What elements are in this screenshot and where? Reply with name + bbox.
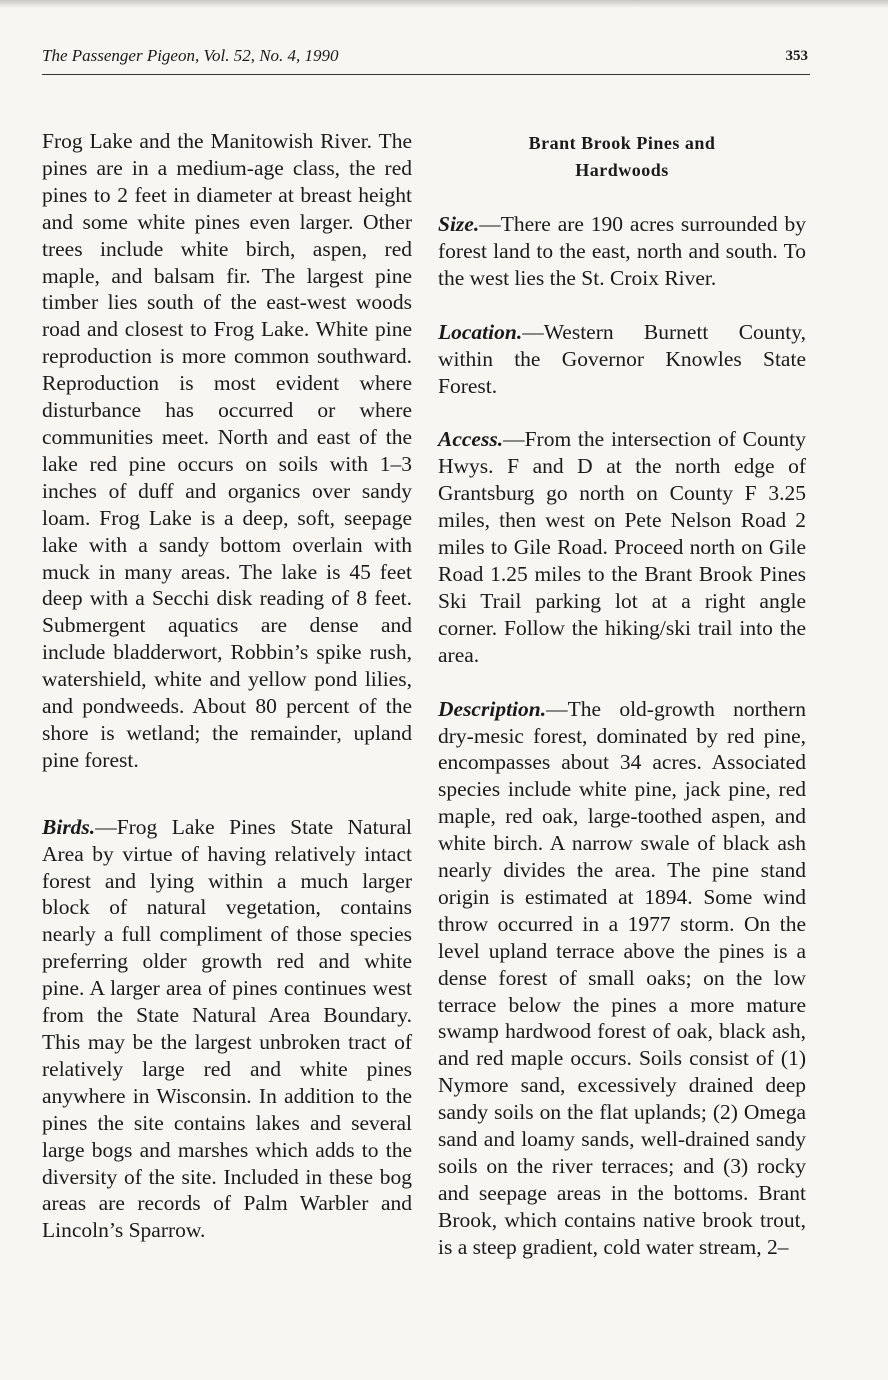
left-column (42, 128, 412, 1244)
section-heading-line1: Brant Brook Pines and (528, 133, 716, 153)
description-text: —The old-growth northern dry-mesic forest, dominated by red pine, encompasses about 34 acres. Associated species include white pine, jack pine, red maple, red oak, large-toothed aspen, and white birch. A narrow swale of black ash nearly divides the area. The pine stand origin is estimated at 1894. Some wind throw occurred in a 1977 storm. On the level upland terrace above the pines is a dense forest of small oaks; on the low terrace below the pines a more mature swamp hardwood forest of oak, black ash, and red maple occurs. Soils consist of (1) Nymore sand, excessively drained deep sandy soils on the flat uplands; (2) Omega sand and loamy sands, well-drained sandy soils on the river terraces; and (3) rocky and seepage areas in the bottoms. Brant Brook, which contains native brook trout, is a steep gradient, cold water stream, 2– (438, 696, 806, 1259)
page-number: 353 (785, 48, 808, 64)
running-header (42, 46, 810, 75)
section-heading (438, 130, 806, 184)
journal-citation: The Passenger Pigeon, Vol. 52, No. 4, 1990 (42, 46, 339, 65)
birds-paragraph (42, 814, 412, 1245)
frog-lake-continued-paragraph: Frog Lake and the Manitowish River. The pines are in a medium-age class, the red pines to 2 feet in diameter at breast height and some white pines even larger. Other trees include white birch, aspen, red maple, and balsam fir. The largest pine timber lies south of the east-west woods road and closest to Frog Lake. White pine reproduction is more common southward. Reproduction is most evident where disturbance has occurred or where communities meet. North and east of the lake red pine occurs on soils with 1–3 inches of duff and organics over sandy loam. Frog Lake is a deep, soft, seepage lake with a sandy bottom overlain with muck in many areas. The lake is 45 feet deep with a Secchi disk reading of 8 feet. Submergent aquatics are dense and include bladderwort, Robbin’s spike rush, watershield, white and yellow pond lilies, and pondweeds. About 80 percent of the shore is wetland; the remainder, upland pine forest. (42, 129, 412, 772)
size-paragraph (438, 211, 806, 292)
description-paragraph (438, 696, 806, 1261)
size-label: Size. (438, 212, 480, 236)
access-text: —From the intersection of County Hwys. F and D at the north edge of Grantsburg go north on County F 3.25 miles, then west on Pete Nelson Road 2 miles to Gile Road. Proceed north on Gile Road 1.25 miles to the Brant Brook Pines Ski Trail parking lot at a right angle corner. Follow the hiking/ski trail into the area. (438, 427, 806, 667)
location-text: —Western Burnett County, within the Governor Knowles State Forest. (438, 319, 806, 398)
access-label: Access. (438, 427, 504, 452)
location-label: Location. (438, 319, 523, 344)
birds-text: —Frog Lake Pines State Natural Area by virtue of having relatively intact forest and lying within a much larger block of natural vegetation, contains nearly a full compliment of those species preferring older growth red and white pine. A larger area of pines continues west from the State Natural Area Boundary. This may be the largest unbroken tract of relatively large red and white pines anywhere in Wisconsin. In addition to the pines the site contains lakes and several large bogs and marshes which adds to the diversity of the site. Included in these bog areas are records of Palm Warbler and Lincoln’s Sparrow. (42, 814, 412, 1243)
description-label: Description. (438, 696, 547, 721)
access-paragraph (438, 426, 806, 668)
page-edge-shade (0, 0, 888, 8)
birds-label: Birds. (42, 814, 96, 839)
size-text: —There are 190 acres surrounded by forest land to the east, north and south. To the west lies the St. Croix River. (438, 212, 806, 290)
right-column (438, 128, 806, 1261)
section-heading-line2: Hardwoods (575, 160, 669, 180)
location-paragraph (438, 319, 806, 400)
